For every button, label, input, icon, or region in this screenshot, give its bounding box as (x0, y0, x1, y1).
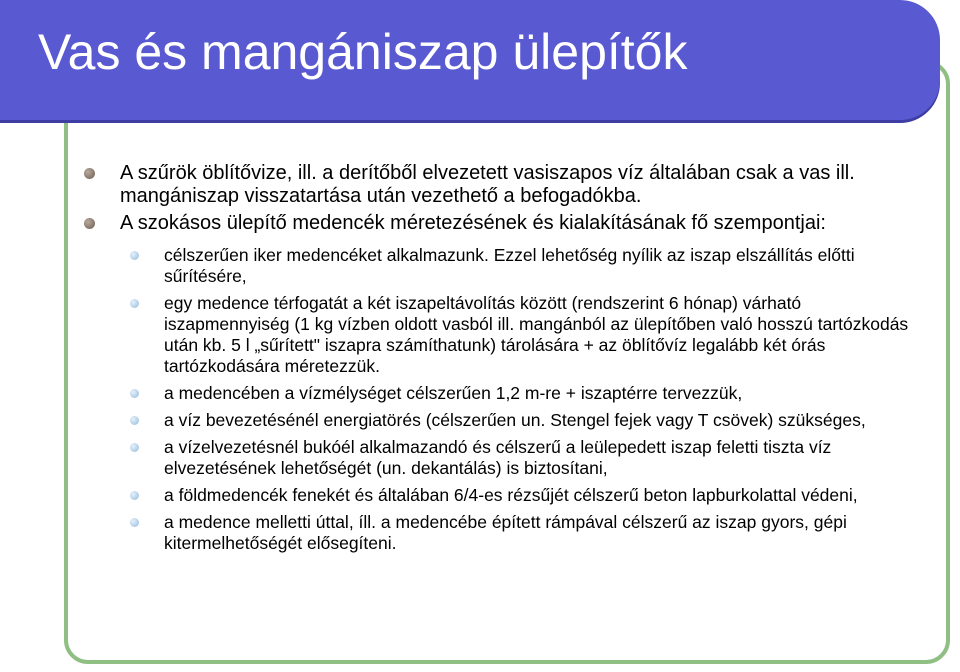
sub-bullet-dot-icon (130, 491, 139, 500)
bullet-text: egy medence térfogatát a két iszapeltávolítás között (rendszerint 6 hónap) várható iszapmennyiség (1 kg vízben oldott vasból ill. mangánból az ülepítőben való hosszú tartózkodás után kb. 5 l „sűrített" iszapra számíthatunk) tárolására + az öblítővíz legalább két órás tartózkodására méretezzük. (164, 293, 909, 376)
bullet-item-level2 (84, 410, 924, 431)
bullet-text: a medence melletti úttal, íll. a medencébe épített rámpával célszerű az iszap gyors, gépi kitermelhetőségét elősegíteni. (164, 512, 847, 553)
bullet-text: A szokásos ülepítő medencék méretezésének és kialakításának fő szempontjai: (120, 212, 826, 234)
bullet-text: a medencében a vízmélységet célszerűen 1,2 m-re + iszaptérre tervezzük, (164, 383, 743, 403)
sub-bullet-dot-icon (130, 299, 139, 308)
sub-bullet-dot-icon (130, 443, 139, 452)
sub-bullet-dot-icon (130, 518, 139, 527)
bullet-item-level2 (84, 293, 924, 377)
slide-content (84, 162, 924, 560)
sub-bullet-dot-icon (130, 416, 139, 425)
bullet-item-level2 (84, 383, 924, 404)
bullet-text: a földmedencék fenekét és általában 6/4-es rézsűjét célszerű beton lapburkolattal védeni, (164, 485, 858, 505)
bullet-item-level1 (84, 162, 924, 208)
sub-bullet-dot-icon (130, 389, 139, 398)
bullet-text: a víz bevezetésénél energiatörés (célszerűen un. Stengel fejek vagy T csövek) szükséges, (164, 410, 866, 430)
bullet-item-level2 (84, 512, 924, 554)
bullet-dot-icon (84, 168, 95, 179)
bullet-text: A szűrök öblítővize, ill. a derítőből elvezetett vasiszapos víz általában csak a vas ill. mangániszap visszatartása után vezethető a befogadókba. (120, 162, 855, 207)
bullet-item-level2 (84, 245, 924, 287)
bullet-dot-icon (84, 218, 95, 229)
bullet-item-level2 (84, 485, 924, 506)
bullet-text: célszerűen iker medencéket alkalmazunk. Ezzel lehetőség nyílik az iszap elszállítás előtti sűrítésére, (164, 245, 855, 286)
bullet-item-level2 (84, 437, 924, 479)
sub-bullet-dot-icon (130, 251, 139, 260)
slide-title: Vas és mangániszap ülepítők (38, 24, 688, 80)
title-band (0, 0, 940, 120)
bullet-text: a vízelvezetésnél bukóél alkalmazandó és célszerű a leülepedett iszap feletti tiszta víz elvezetésének lehetőségét (un. dekantálás) is biztosítani, (164, 437, 832, 478)
bullet-item-level1 (84, 212, 924, 235)
